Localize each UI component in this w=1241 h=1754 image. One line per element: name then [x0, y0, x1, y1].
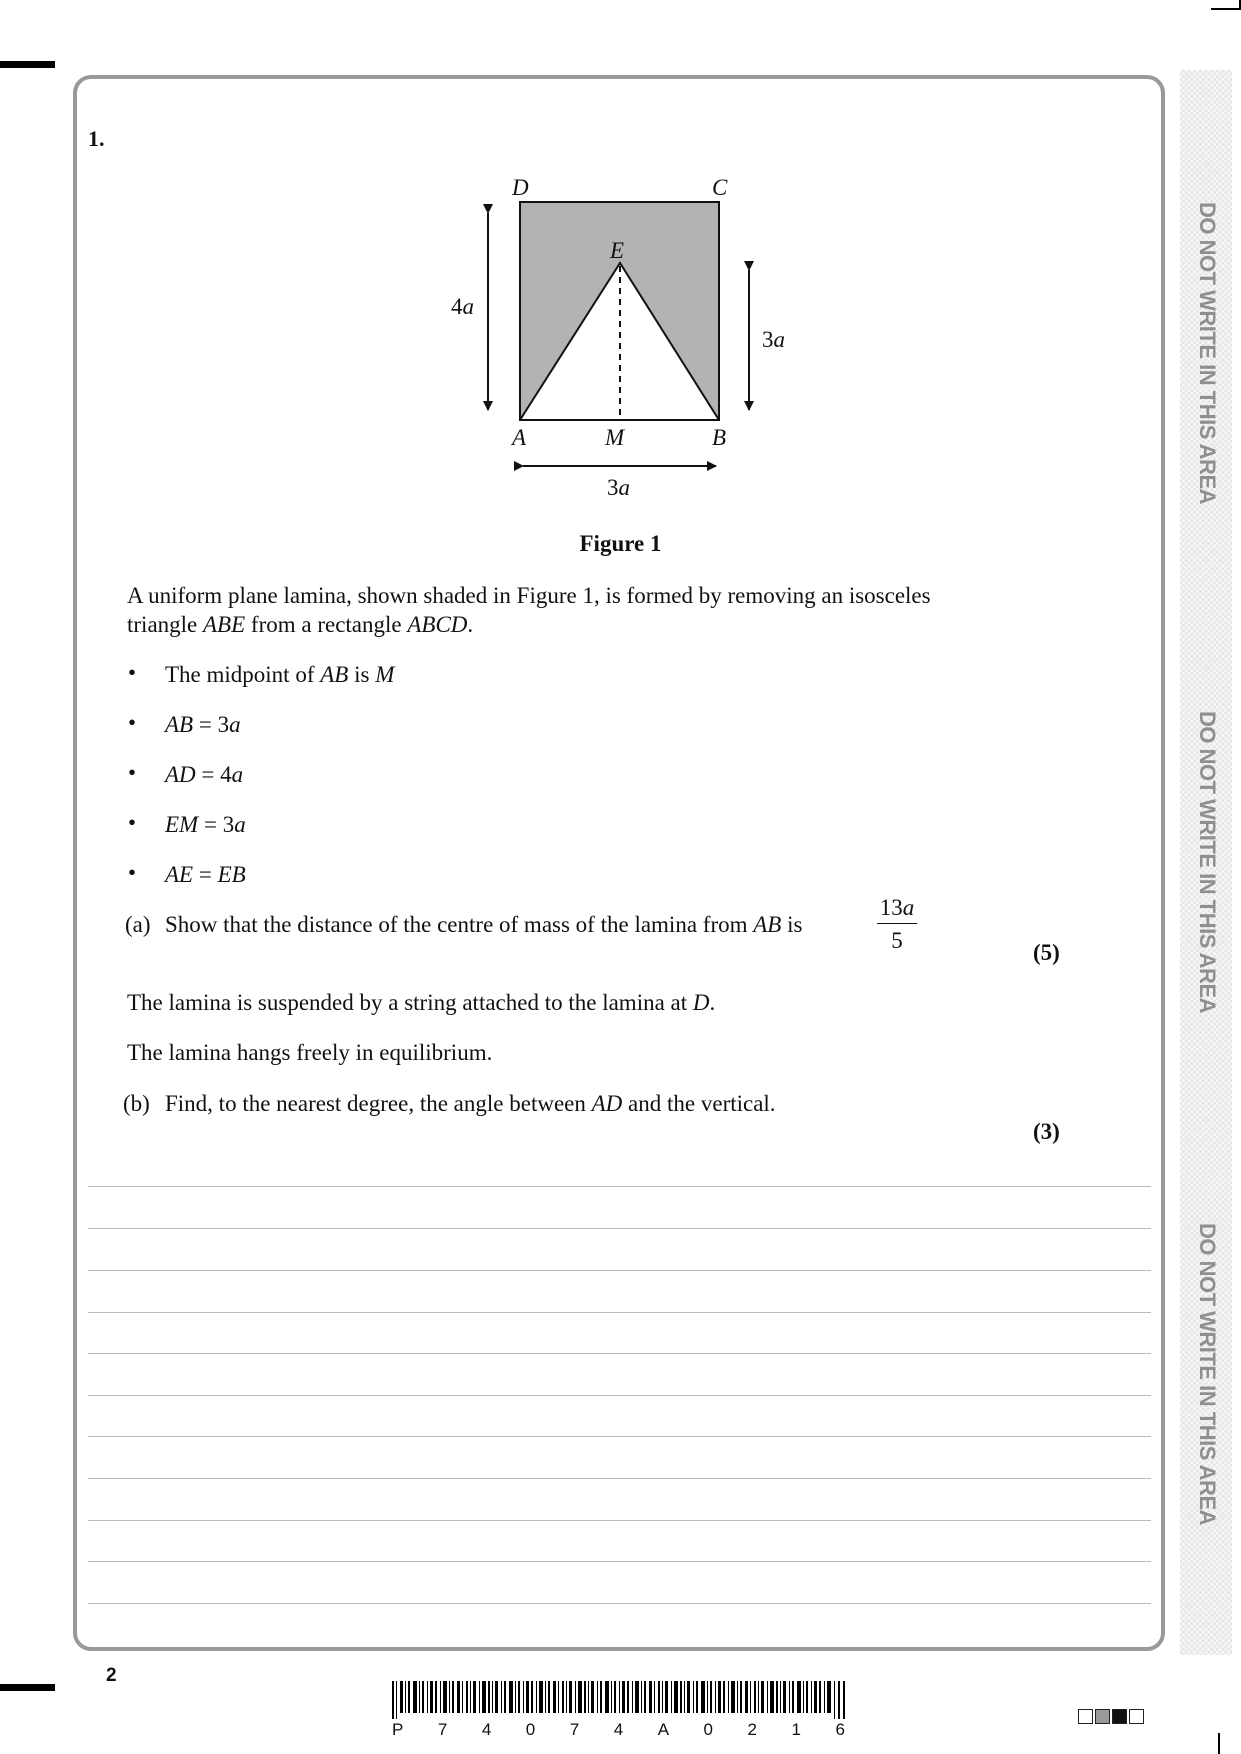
- part-a-text: [165, 910, 802, 939]
- part-a-label: (a): [125, 912, 151, 937]
- fraction-denominator: 5: [891, 928, 903, 953]
- bullet-dot: •: [128, 660, 137, 685]
- intro-text: triangle: [127, 612, 203, 637]
- question-number: 1.: [88, 126, 105, 151]
- suspension-text: [127, 988, 715, 1017]
- bullet-em: [165, 810, 246, 839]
- indicator-box-filled: [1112, 1709, 1127, 1724]
- bullet-var: AB: [320, 662, 349, 687]
- part-a-text-pre: Show that the distance of the centre of mass of the lamina from: [165, 912, 754, 937]
- barcode-char: 2: [747, 1720, 757, 1739]
- answer-line[interactable]: [88, 1520, 1151, 1521]
- barcode-char: 0: [703, 1720, 713, 1739]
- part-b-marks: (3): [1033, 1119, 1060, 1144]
- intro-abcd: ABCD: [407, 612, 468, 637]
- suspension-var: D: [692, 990, 710, 1015]
- bullet-text: = 3: [193, 712, 230, 737]
- indicator-box-empty: [1129, 1709, 1144, 1724]
- intro-text: from a rectangle: [245, 612, 408, 637]
- bullet-text: = 4: [195, 762, 232, 787]
- indicator-box-grey: [1095, 1709, 1110, 1724]
- answer-line[interactable]: [88, 1478, 1151, 1479]
- fraction-numerator: [877, 894, 917, 924]
- part-a-text-post: is: [781, 912, 803, 937]
- label-C: C: [712, 175, 728, 200]
- intro-abe: ABE: [203, 612, 246, 637]
- barcode-char: 1: [791, 1720, 801, 1739]
- answer-line[interactable]: [88, 1395, 1151, 1396]
- bullet-var: AB: [165, 712, 194, 737]
- fraction-num-digits: 13: [879, 895, 903, 920]
- bullet-text: =: [193, 862, 218, 887]
- bullet-var: a: [229, 712, 241, 737]
- answer-line[interactable]: [88, 1270, 1151, 1271]
- bullet-dot: •: [128, 710, 137, 735]
- label-D: D: [512, 175, 529, 200]
- bullet-dot: •: [128, 810, 137, 835]
- bullet-dot: •: [128, 760, 137, 785]
- part-a-marks: (5): [1033, 940, 1060, 965]
- label-width-3a: 3a: [607, 475, 630, 500]
- intro-text: .: [467, 612, 474, 637]
- bullet-ae: [165, 860, 246, 889]
- fraction-13a-over-5: [877, 894, 917, 954]
- registration-mark-bottom-left: [0, 1684, 55, 1691]
- label-E: E: [610, 238, 625, 263]
- barcode-char: 0: [525, 1720, 536, 1739]
- figure-caption: Figure 1: [579, 531, 662, 556]
- fraction-num-var: a: [902, 895, 915, 920]
- answer-line[interactable]: [88, 1228, 1151, 1229]
- answer-line[interactable]: [88, 1312, 1151, 1313]
- part-b-var: AD: [591, 1091, 623, 1116]
- equilibrium-text: The lamina hangs freely in equilibrium.: [127, 1040, 493, 1065]
- label-height-4a: 4a: [451, 294, 474, 319]
- margin-warning-middle: DO NOT WRITE IN THIS AREA: [1195, 710, 1220, 1014]
- barcode-char: 7: [437, 1720, 448, 1739]
- page-indicator-boxes: [1078, 1709, 1144, 1724]
- registration-mark-bottom-right: [1218, 1733, 1220, 1754]
- label-height-3a: 3a: [762, 327, 785, 352]
- part-b-text: [165, 1089, 776, 1118]
- barcode-char: P: [392, 1720, 404, 1739]
- part-b-text-post: and the vertical.: [622, 1091, 776, 1116]
- bullet-var: AD: [165, 762, 196, 787]
- part-b-text-pre: Find, to the nearest degree, the angle between: [165, 1091, 592, 1116]
- margin-warning-bottom: DO NOT WRITE IN THIS AREA: [1195, 1222, 1220, 1526]
- bullet-ad: [165, 760, 243, 789]
- indicator-box-empty: [1078, 1709, 1093, 1724]
- bullet-midpoint: [165, 660, 394, 689]
- bullet-ab: [165, 710, 241, 739]
- bullet-dot: •: [128, 860, 137, 885]
- part-b-label: (b): [123, 1091, 150, 1116]
- barcode-char: 4: [613, 1720, 624, 1739]
- barcode-char: 4: [481, 1720, 492, 1739]
- bullet-var: M: [375, 662, 395, 687]
- answer-line[interactable]: [88, 1436, 1151, 1437]
- bullet-var: EB: [217, 862, 246, 887]
- suspension-text-post: .: [709, 990, 716, 1015]
- label-A: A: [512, 425, 527, 450]
- bullet-text: = 3: [198, 812, 235, 837]
- barcode-char: A: [657, 1720, 670, 1739]
- barcode-number: [392, 1720, 845, 1740]
- barcode: [392, 1681, 845, 1719]
- bullet-text: is: [348, 662, 376, 687]
- answer-line[interactable]: [88, 1603, 1151, 1604]
- answer-line[interactable]: [88, 1353, 1151, 1354]
- intro-line-2: [127, 610, 473, 639]
- barcode-char: 7: [569, 1720, 580, 1739]
- part-a-var: AB: [753, 912, 782, 937]
- label-M: M: [605, 425, 625, 450]
- bullet-var: EM: [165, 812, 199, 837]
- page-number: 2: [106, 1665, 117, 1686]
- answer-line[interactable]: [88, 1186, 1151, 1187]
- bullet-var: AE: [165, 862, 194, 887]
- barcode-char: 6: [835, 1720, 845, 1739]
- label-B: B: [712, 425, 727, 450]
- intro-line-1: A uniform plane lamina, shown shaded in Figure 1, is formed by removing an isosceles: [127, 583, 931, 608]
- bullet-text: The midpoint of: [165, 662, 321, 687]
- margin-warning-top: DO NOT WRITE IN THIS AREA: [1195, 201, 1220, 505]
- bullet-var: a: [234, 812, 246, 837]
- lamina-diagram: [0, 0, 1241, 520]
- answer-line[interactable]: [88, 1561, 1151, 1562]
- bullet-var: a: [231, 762, 244, 787]
- suspension-text-pre: The lamina is suspended by a string attached to the lamina at: [127, 990, 693, 1015]
